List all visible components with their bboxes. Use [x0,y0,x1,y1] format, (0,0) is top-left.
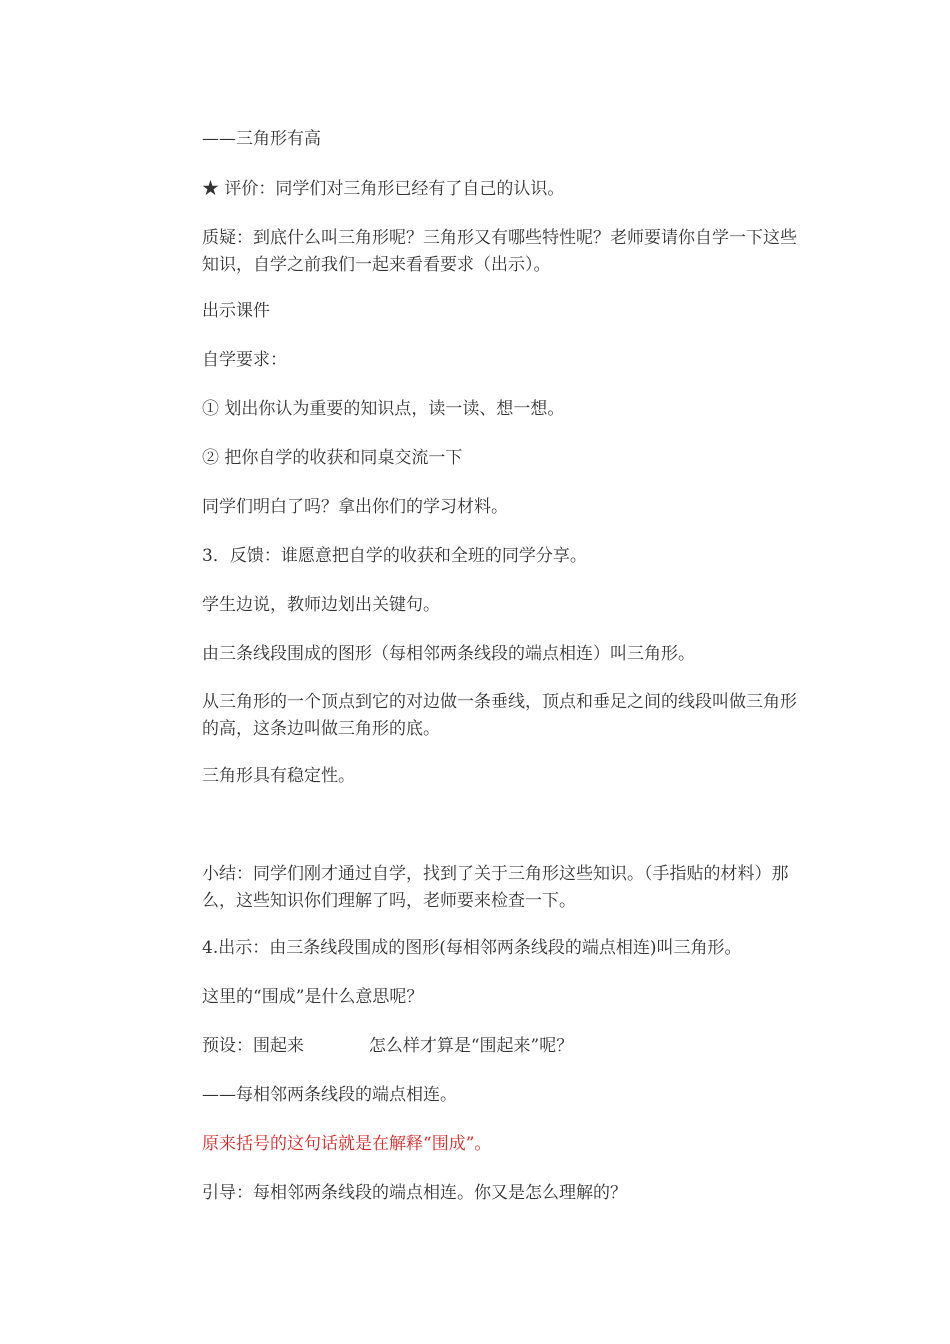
paragraph-self-study-requirements: 自学要求： [202,350,287,370]
paragraph-guidance: 引导：每相邻两条线段的端点相连。你又是怎么理解的？ [202,1183,627,1203]
paragraph-show-courseware: 出示课件 [202,301,270,321]
paragraph-requirement-2: ② 把你自学的收获和同桌交流一下 [202,448,463,468]
paragraph-stability: 三角形具有稳定性。 [202,766,355,786]
paragraph-height-definition: 从三角形的一个顶点到它的对边做一条垂线，顶点和垂足之间的线段叫做三角形的高，这条边叫做三角形的底。 [202,692,797,739]
paragraph-endpoints-connected: ——每相邻两条线段的端点相连。 [202,1085,457,1105]
paragraph-show-definition: 4.出示：由三条线段围成的图形(每相邻两条线段的端点相连)叫三角形。 [202,938,742,958]
paragraph-highlight-explanation: 原来括号的这句话就是在解释“围成”。 [202,1134,492,1154]
paragraph-triangle-has-height: ——三角形有高 [202,129,321,149]
paragraph-students-speak: 学生边说，教师边划出关键句。 [202,595,440,615]
paragraph-question: 质疑：到底什么叫三角形呢？三角形又有哪些特性呢？老师要请你自学一下这些知识，自学之前我们一起来看看要求（出示）。 [202,228,797,275]
paragraph-take-materials: 同学们明白了吗？拿出你们的学习材料。 [202,497,508,517]
paragraph-summary: 小结：同学们刚才通过自学，找到了关于三角形这些知识。（手指贴的材料）那么，这些知识你们理解了吗，老师要来检查一下。 [202,864,789,911]
paragraph-meaning-question: 这里的“围成”是什么意思呢？ [202,987,424,1007]
paragraph-triangle-definition: 由三条线段围成的图形（每相邻两条线段的端点相连）叫三角形。 [202,644,695,664]
paragraph-preset: 预设：围起来 怎么样才算是“围起来”呢？ [202,1036,574,1056]
paragraph-evaluation: ★ 评价：同学们对三角形已经有了自己的认识。 [202,179,565,199]
paragraph-feedback: 3．反馈：谁愿意把自学的收获和全班的同学分享。 [202,546,587,566]
paragraph-requirement-1: ① 划出你认为重要的知识点，读一读、想一想。 [202,399,565,419]
